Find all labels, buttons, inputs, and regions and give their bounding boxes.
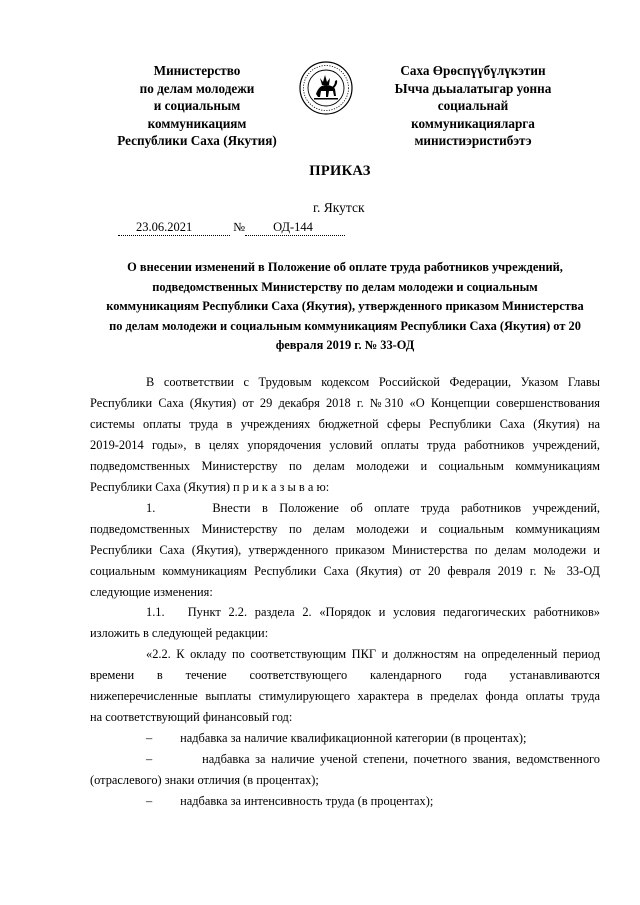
subject-line: коммуникациям Республики Саха (Якутия), утвержденного приказом Министерства [106, 299, 584, 313]
body-line: Республики Саха (Якутия), утвержденного приказом Министерства по делам молодежи и [90, 543, 600, 557]
ministry-name-russian [92, 62, 302, 150]
header-left-line: коммуникациям [147, 115, 247, 131]
body-line: социальным коммуникациям Республики Саха (Якутия) от 20 февраля 2019 г. № 33-ОД [90, 564, 600, 578]
header-left-line: по делам молодежи [139, 80, 255, 96]
subject-line: О внесении изменений в Положение об оплате труда работников учреждений, [127, 260, 563, 274]
subject-line: февраля 2019 г. № 33-ОД [275, 338, 415, 352]
order-subject [90, 258, 600, 356]
body-line: Республики Саха (Якутия) п р и к а з ы в а ю: [90, 480, 330, 494]
body-line: подведомственных Министерству по делам молодежи и социальным коммуникациям [90, 522, 600, 536]
header-right-line: Саха Өрөспүүбүлүкэтин [400, 63, 546, 78]
body-line: времени в течение соответствующего календарного года устанавливаются [90, 668, 600, 682]
ministry-name-yakut [378, 62, 568, 150]
body-line: подведомственных Министерству по делам молодежи и социальным коммуникациям [90, 459, 600, 473]
body-line: Республики Саха (Якутия) от 29 декабря 2018 г. №310 «О Концепции совершенствования [90, 396, 600, 410]
header-right-line: коммуникацияларга [411, 115, 535, 131]
body-line: «2.2. К окладу по соответствующим ПКГ и должностям на определенный период [146, 647, 600, 661]
document-type-title: ПРИКАЗ [309, 163, 371, 179]
header-right-line: социальнай [437, 98, 509, 114]
body-line: изложить в следующей редакции: [90, 626, 269, 640]
body-line: нижеперечисленные выплаты стимулирующего характера в пределах фонда оплаты труда [90, 689, 600, 703]
header-left-line: Министерство [153, 63, 241, 78]
body-line: – надбавка за интенсивность труда (в процентах); [146, 794, 434, 808]
body-line: 2019-2014 годы», в целях упорядочения условий оплаты труда работников учреждений, [90, 438, 600, 452]
header-right-line: министиэристибэтэ [414, 133, 532, 149]
date-number-line [118, 220, 345, 236]
body-line: В соответствии с Трудовым кодексом Российской Федерации, Указом Главы [146, 375, 600, 389]
subject-line: по делам молодежи и социальным коммуникациям Республики Саха (Якутия) от 20 [109, 318, 581, 333]
header-left-line: Республики Саха (Якутия) [117, 133, 277, 149]
subject-line: подведомственных Министерству по делам молодежи и социальным [152, 279, 538, 294]
body-line: (отраслевого) знаки отличия (в процентах); [90, 773, 319, 787]
body-line: следующие изменения: [90, 585, 213, 599]
body-line: – надбавка за наличие квалификационной категории (в процентах); [146, 731, 527, 745]
header-left-line: и социальным [153, 98, 241, 114]
body-line: 1.1. Пункт 2.2. раздела 2. «Порядок и условия педагогических работников» [146, 605, 600, 619]
number-value: ОД-144 [273, 220, 313, 234]
body-line: на соответствующий финансовый год: [90, 710, 293, 724]
number-field [245, 220, 345, 236]
body-line: – надбавка за наличие ученой степени, почетного звания, ведомственного [146, 752, 600, 766]
body-line: 1. Внести в Положение об оплате труда работников учреждений, [146, 501, 600, 515]
date-value: 23.06.2021 [136, 220, 193, 234]
number-sign: № [233, 220, 246, 234]
coat-of-arms-emblem [298, 60, 354, 116]
body-line: системы оплаты труда в учреждениях бюджетной сферы Республики Саха (Якутия) на [90, 417, 600, 431]
date-field [118, 220, 230, 236]
header-right-line: Ычча дьыалатыгар уонна [394, 80, 552, 96]
city-line: г. Якутск [313, 200, 365, 215]
